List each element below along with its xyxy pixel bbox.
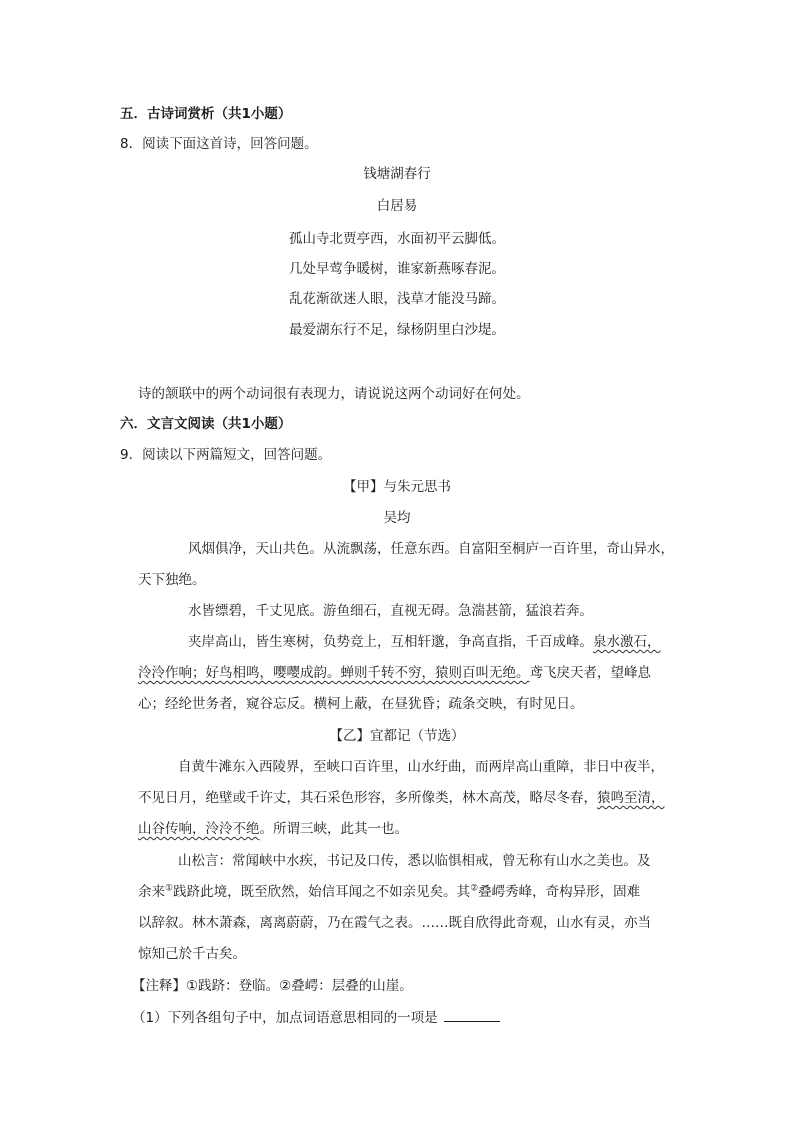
yi-text-line: 以辞叙。林木萧森，离离蔚蔚，乃在霞气之表。……既自欣得此奇观，山水有灵，亦当	[138, 915, 651, 931]
answer-blank[interactable]	[444, 1009, 500, 1022]
yi-text-line: 山松言：常闻峡中水疾，书记及口传，悉以临惧相戒，曾无称有山水之美也。及	[178, 853, 651, 869]
question-8: 8．阅读下面这首诗，回答问题。	[120, 136, 318, 152]
yi-text-line	[138, 882, 640, 902]
section6-heading: 六．文言文阅读（共1小题）	[120, 416, 292, 432]
jia-text-line	[138, 663, 651, 683]
yi-text-segment: 。所谓三峡，此其一也。	[259, 821, 408, 837]
yi-text-segment: 践跻此境，既至欣然，始信耳闻之不如亲见矣。其	[173, 884, 471, 900]
yi-text-segment: 不见日月，绝壁或千许丈，其石采色形容，多所像类，林木高茂，略尽冬春，	[138, 790, 597, 806]
yi-wavy-underline: 猿鸣至清，	[597, 790, 665, 806]
yi-wavy-underline: 山谷传响，泠泠不绝	[138, 821, 260, 837]
yi-text-line: 自黄牛滩东入西陵界，至峡口百许里，山水纡曲，而两岸高山重障，非日中夜半，	[178, 759, 664, 775]
yi-text-line: 惊知己於千古矣。	[138, 946, 246, 962]
jia-text-line: 风烟俱净，天山共色。从流飘荡，任意东西。自富阳至桐庐一百许里，奇山异水，	[188, 541, 674, 557]
footnote-marker: ①	[165, 883, 174, 894]
sub-question-text: （1）下列各组句子中，加点词语意思相同的一项是	[132, 1010, 438, 1026]
section5-heading: 五．古诗词赏析（共1小题）	[120, 106, 292, 122]
yi-text-line	[138, 788, 665, 808]
yi-title: 【乙】宜都记（节选）	[329, 728, 465, 744]
jia-author: 吴均	[383, 510, 411, 526]
jia-text-segment: 鸢飞戾天者，望峰息	[529, 665, 651, 681]
jia-text-line: 水皆缥碧，千丈见底。游鱼细石，直视无碍。急湍甚箭，猛浪若奔。	[188, 603, 593, 619]
poem-line: 乱花渐欲迷人眼，浅草才能没马蹄。	[289, 291, 505, 307]
poem-title: 钱塘湖春行	[363, 166, 431, 182]
footnote-marker: ②	[470, 883, 479, 894]
yi-text-line	[138, 819, 408, 839]
poem-line: 最爱湖东行不足，绿杨阴里白沙堤。	[289, 322, 505, 338]
poem-line: 孤山寺北贾亭西，水面初平云脚低。	[289, 231, 505, 247]
jia-text-segment: 夹岸高山，皆生寒树，负势竞上，互相轩邈，争高直指，千百成峰。	[188, 634, 593, 650]
annotation-note: 【注释】①践跻：登临。②叠崿：层叠的山崖。	[132, 978, 413, 994]
jia-text-line: 天下独绝。	[138, 572, 206, 588]
sub-question-1	[132, 1008, 500, 1028]
poem-line: 几处早莺争暖树，谁家新燕啄春泥。	[289, 261, 505, 277]
yi-text-segment: 余来	[138, 884, 165, 900]
poem-author: 白居易	[376, 198, 418, 214]
jia-title: 【甲】与朱元思书	[343, 479, 451, 495]
yi-text-segment: 叠崿秀峰，奇构异形，固难	[478, 884, 641, 900]
jia-wavy-underline: 泠泠作响；好鸟相鸣，嘤嘤成韵。蝉则千转不穷，猿则百叫无绝。	[138, 665, 530, 681]
jia-text-line	[188, 632, 661, 652]
jia-wavy-underline: 泉水激石，	[593, 634, 661, 650]
poem-prompt: 诗的颔联中的两个动词很有表现力，请说说这两个动词好在何处。	[138, 386, 530, 402]
question-9: 9．阅读以下两篇短文，回答问题。	[120, 447, 332, 463]
jia-text-line: 心；经纶世务者，窥谷忘反。横柯上蔽，在昼犹昏；疏条交映，有时见日。	[138, 696, 584, 712]
